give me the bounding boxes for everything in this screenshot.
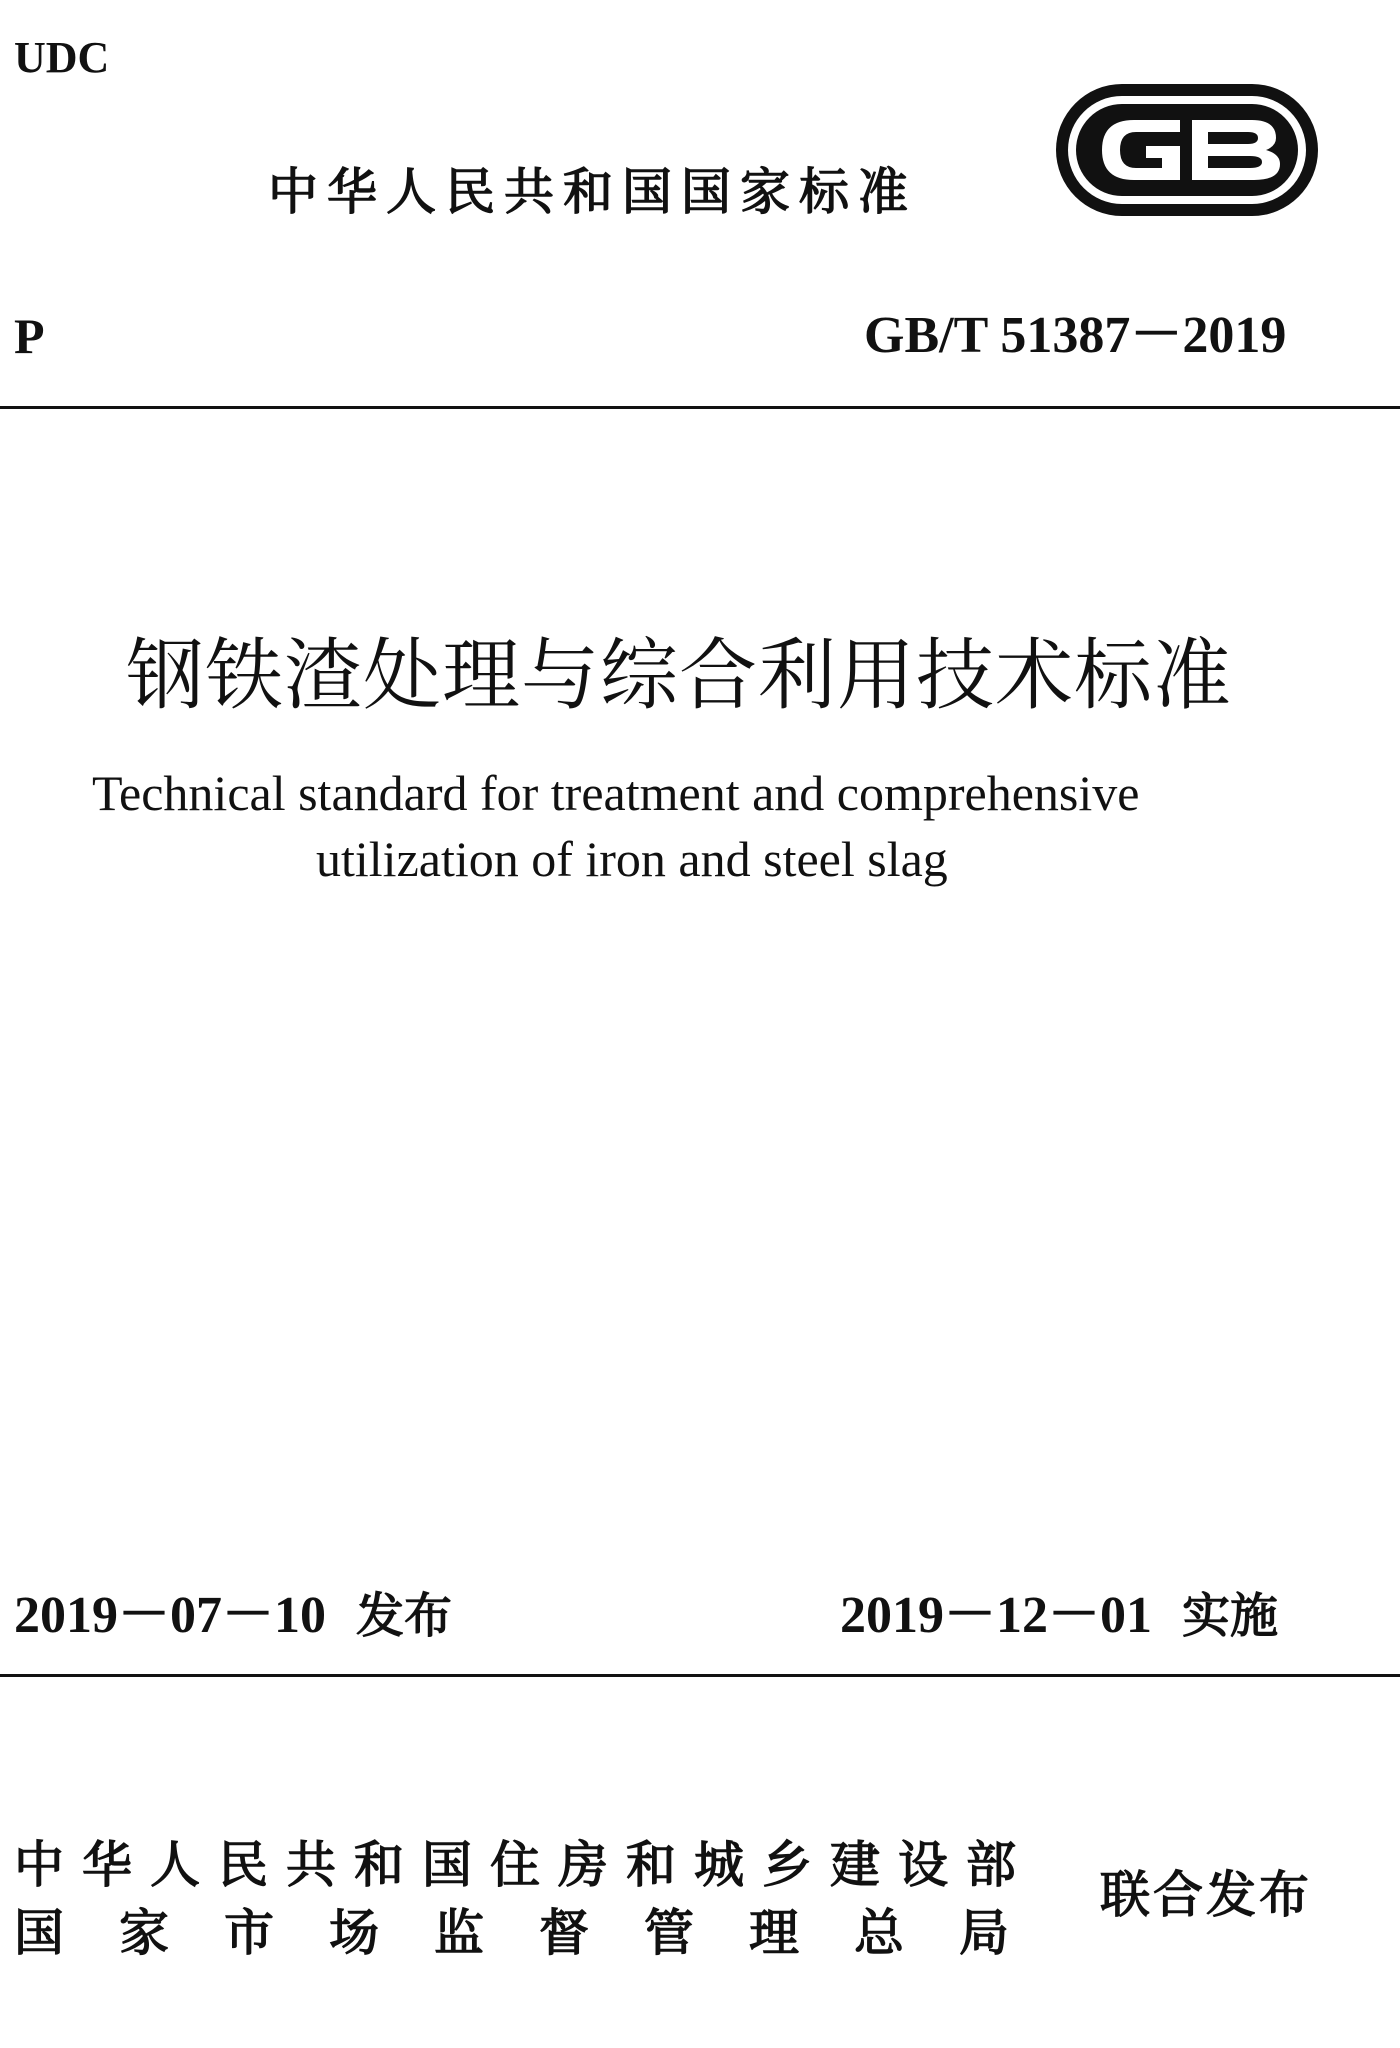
gb-logo-graphic [1052, 80, 1322, 220]
issue-date-value: 2019－07－10 [14, 1587, 327, 1644]
issuing-body-title: 中华人民共和国国家标准 [268, 163, 917, 221]
standard-number: GB/T 51387－2019 [864, 307, 1287, 364]
top-divider [0, 406, 1400, 409]
classification-code: P [14, 308, 45, 364]
issue-label: 发布 [356, 1588, 453, 1644]
title-english-line1: Technical standard for treatment and comprehensive [92, 765, 1140, 821]
implementation-date [840, 1584, 1278, 1648]
joint-release-label: 联合发布 [1100, 1866, 1312, 1924]
implementation-date-value: 2019－12－01 [840, 1587, 1153, 1644]
gb-logo [1052, 80, 1322, 220]
implementation-label: 实施 [1182, 1588, 1279, 1644]
publisher-administration: 国家市场监督管理总局 [14, 1904, 1064, 1962]
publisher-ministry: 中华人民共和国住房和城乡建设部 [14, 1836, 1034, 1894]
title-english-line2: utilization of iron and steel slag [316, 831, 948, 887]
udc-label: UDC [14, 33, 110, 82]
title-chinese: 钢铁渣处理与综合利用技术标准 [126, 631, 1233, 721]
issue-date [14, 1584, 452, 1648]
bottom-divider [0, 1674, 1400, 1677]
